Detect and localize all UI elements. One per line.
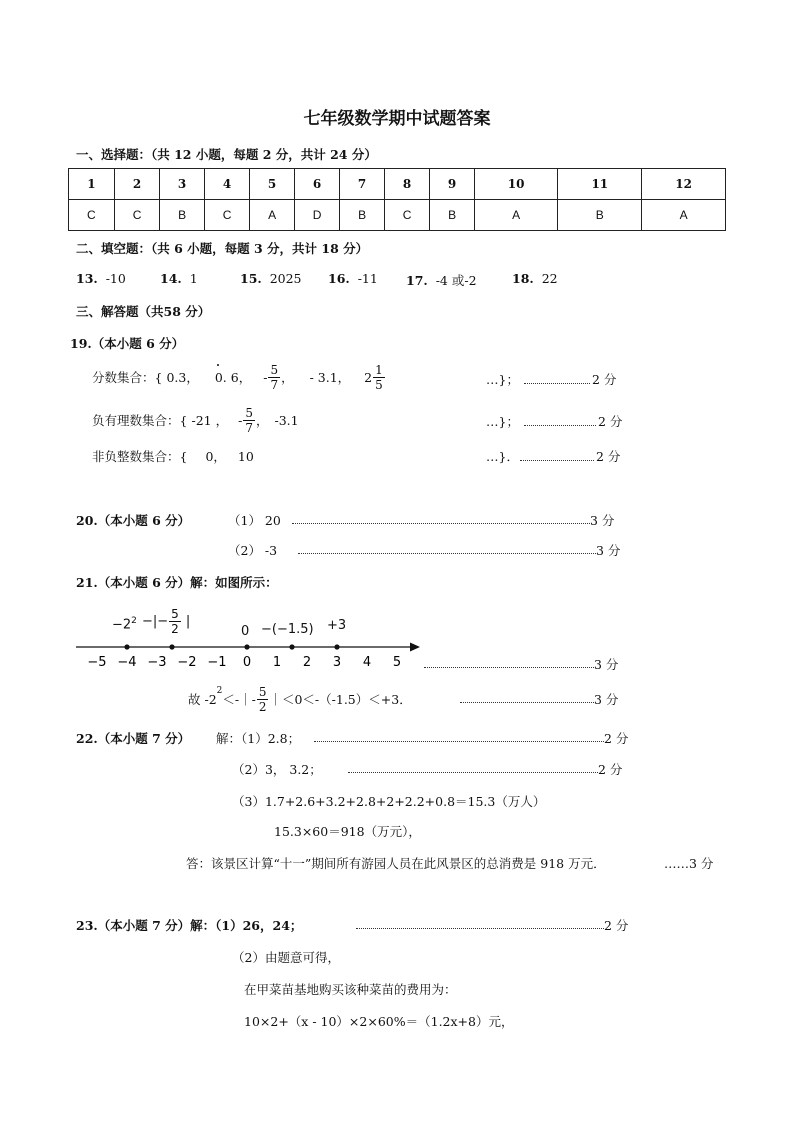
q23-part2: （2）由题意可得， — [232, 950, 340, 965]
minus-sign: - — [263, 369, 268, 385]
set-label: 非负整数集合：{ — [92, 449, 188, 464]
set-item: 0.3， — [166, 370, 199, 385]
number-line-ticks — [87, 655, 401, 670]
section1-heading: 一、选择题：（共 12 小题，每题 2 分，共计 24 分） — [76, 147, 377, 162]
fill-blank-answers — [76, 271, 126, 286]
question-number: 8 — [384, 169, 430, 200]
fill-item-15 — [240, 271, 302, 286]
denominator: 5 — [375, 377, 383, 392]
q20-part2: （2） -3 — [228, 543, 278, 558]
question-number: 2 — [114, 169, 160, 200]
question-number: 1 — [69, 169, 115, 200]
score: 3 分 — [590, 513, 615, 528]
fill-item-17 — [406, 271, 477, 289]
comma: ， — [281, 370, 294, 385]
fraction — [169, 607, 181, 636]
number-line-point — [289, 644, 294, 649]
answer-cell: C — [69, 200, 115, 231]
q20-part1: （1） 20 — [228, 513, 281, 528]
score: 2 分 — [604, 918, 629, 933]
number-line-point — [334, 644, 339, 649]
label-zero: 0 — [241, 624, 250, 639]
score: 2 分 — [598, 762, 623, 777]
fill-num: 18. — [512, 271, 534, 286]
exponent: 2 — [216, 686, 223, 696]
question-number: 5 — [250, 169, 294, 200]
dot-leader — [314, 741, 604, 742]
set-label: 分数集合：{ — [92, 370, 163, 385]
set-end: …}； — [486, 372, 519, 387]
q22-part1: 解：（1）2.8； — [216, 731, 301, 746]
question-number: 3 — [160, 169, 204, 200]
answer-cell: B — [558, 200, 642, 231]
fraction — [268, 363, 280, 392]
dot-leader — [292, 523, 590, 524]
fill-val: 22 — [541, 271, 558, 286]
label-neg-neg-1-5: −(−1.5) — [261, 622, 314, 637]
numerator: 5 — [171, 606, 179, 621]
q21-label-text: 21.（本小题 6 分）解：如图所示： — [76, 575, 278, 590]
tick-label: −3 — [147, 655, 167, 670]
score: 2 分 — [598, 414, 623, 429]
q23-label-text: 23.（本小题 7 分）解：（1）26，24； — [76, 918, 303, 933]
answer-table — [68, 168, 726, 231]
fill-val: -11 — [357, 271, 378, 286]
score: ……3 分 — [664, 856, 714, 871]
tick-label: −1 — [207, 655, 227, 670]
q19-nonneg-set — [92, 447, 254, 465]
q19-negative-set — [92, 403, 299, 437]
set-end: …}． — [486, 449, 519, 464]
q22-label: 22.（本小题 7 分） — [76, 731, 191, 746]
numerator: 5 — [245, 405, 253, 420]
q21-conclusion — [188, 682, 412, 716]
dot-leader — [520, 460, 594, 461]
label-neg-2-squared — [112, 616, 137, 632]
answer-cell: D — [294, 200, 340, 231]
denominator: 2 — [171, 621, 179, 636]
question-number: 12 — [642, 169, 726, 200]
denominator: 7 — [270, 377, 279, 392]
numerator: 1 — [375, 362, 383, 377]
fill-item-16 — [328, 271, 378, 286]
comma: ， — [255, 413, 269, 428]
tick-label: −4 — [117, 655, 137, 670]
fill-val: 1 — [189, 271, 198, 286]
fill-val: -10 — [105, 271, 126, 286]
q22-part3: （3）1.7+2.6+3.2+2.8+2+2.2+0.8＝15.3（万人） — [232, 794, 546, 809]
number-line-point — [124, 644, 129, 649]
question-number: 4 — [204, 169, 250, 200]
fill-item-18 — [512, 271, 558, 286]
q22-answer: 答：该景区计算“十一”期间所有游园人员在此风景区的总消费是 918 万元． — [186, 856, 606, 871]
section3-heading: 三、解答题（共58 分） — [76, 304, 211, 319]
set-item: -3.1 — [274, 412, 299, 428]
tick-label: 5 — [392, 655, 402, 670]
dot-leader — [524, 383, 590, 384]
label-text: | — [185, 613, 191, 629]
fill-val: 2025 — [269, 271, 302, 286]
conclusion-text: 故 -2 — [188, 692, 217, 707]
q20-label: 20.（本小题 6 分） — [76, 513, 191, 528]
question-number: 10 — [474, 169, 558, 200]
set-label: 负有理数集合：{ — [92, 413, 188, 428]
label-text: −2 — [112, 617, 132, 633]
q23-label — [76, 916, 302, 934]
set-end: …}； — [486, 414, 519, 429]
answer-table-numbers-row — [69, 169, 726, 200]
score: 2 分 — [596, 449, 621, 464]
set-item: 0， — [205, 449, 226, 464]
dot-leader — [356, 928, 604, 929]
dot-leader — [298, 553, 596, 554]
answer-cell: B — [430, 200, 474, 231]
label-neg-abs-frac — [142, 604, 190, 638]
number-line-point — [169, 644, 174, 649]
tick-label: 1 — [272, 655, 282, 670]
tick-label: −2 — [177, 655, 197, 670]
q19-label: 19.（本小题 6 分） — [70, 336, 185, 351]
numerator: 5 — [258, 684, 267, 699]
fill-num: 17. — [406, 273, 428, 288]
tick-label: 3 — [332, 655, 342, 670]
answer-cell: A — [642, 200, 726, 231]
q22-part3-calc: 15.3×60＝918（万元）， — [274, 824, 421, 839]
set-item: 10 — [237, 449, 254, 464]
q23-part2-desc: 在甲菜苗基地购买该种菜苗的费用为： — [244, 982, 457, 997]
section2-heading: 二、填空题：（共 6 小题，每题 3 分，共计 18 分） — [76, 241, 369, 256]
fraction — [373, 363, 385, 392]
score: 2 分 — [604, 731, 629, 746]
repeating-decimal: 0. 6， — [214, 370, 252, 385]
conclusion-text: ＜-｜- — [222, 692, 256, 707]
denominator: 7 — [245, 420, 253, 435]
fill-num: 13. — [76, 271, 98, 286]
page-title: 七年级数学期中试题答案 — [303, 109, 491, 129]
fraction — [257, 685, 269, 714]
score: 2 分 — [592, 372, 617, 387]
conclusion-text: ｜＜0＜-（-1.5）＜+3． — [269, 692, 412, 707]
answer-cell: C — [114, 200, 160, 231]
label-text: −|− — [142, 613, 169, 629]
question-number: 9 — [430, 169, 474, 200]
score: 3 分 — [594, 692, 619, 707]
mixed-whole: 2 — [364, 369, 373, 385]
fraction — [243, 406, 255, 435]
score: 3 分 — [594, 657, 619, 672]
fill-num: 14. — [160, 271, 182, 286]
set-item: - 3.1， — [309, 370, 351, 385]
exponent: 2 — [131, 616, 137, 626]
question-number: 6 — [294, 169, 340, 200]
label-plus-3: +3 — [327, 618, 347, 633]
answer-cell: A — [250, 200, 294, 231]
tick-label: 0 — [242, 655, 252, 670]
answer-cell: B — [340, 200, 384, 231]
answer-cell: A — [474, 200, 558, 231]
arrow-head-icon — [410, 643, 420, 652]
denominator: 2 — [258, 699, 267, 714]
q23-part2-formula: 10×2+（x - 10）×2×60%＝（1.2x+8）元， — [244, 1014, 514, 1029]
q22-part2: （2）3， 3.2； — [232, 762, 322, 777]
tick-label: 2 — [302, 655, 312, 670]
answer-cell: C — [204, 200, 250, 231]
q19-fraction-set — [92, 360, 386, 394]
numerator: 5 — [270, 362, 279, 377]
dot-leader — [524, 425, 596, 426]
fill-val: -4 或-2 — [435, 273, 477, 288]
number-line-point — [244, 644, 249, 649]
question-number: 7 — [340, 169, 384, 200]
minus-sign: - — [238, 412, 243, 428]
answer-table-answers-row — [69, 200, 726, 231]
dot-leader — [424, 667, 594, 668]
q21-label — [76, 573, 278, 591]
answer-cell: B — [160, 200, 204, 231]
fill-num: 16. — [328, 271, 350, 286]
tick-label: −5 — [87, 655, 107, 670]
fill-num: 15. — [240, 271, 262, 286]
number-line — [70, 596, 430, 674]
question-number: 11 — [558, 169, 642, 200]
fill-item-14 — [160, 271, 198, 286]
dot-leader — [348, 772, 598, 773]
set-item: -21 ， — [191, 413, 229, 428]
score: 3 分 — [596, 543, 621, 558]
dot-leader — [460, 702, 594, 703]
tick-label: 4 — [362, 655, 372, 670]
answer-cell: C — [384, 200, 430, 231]
